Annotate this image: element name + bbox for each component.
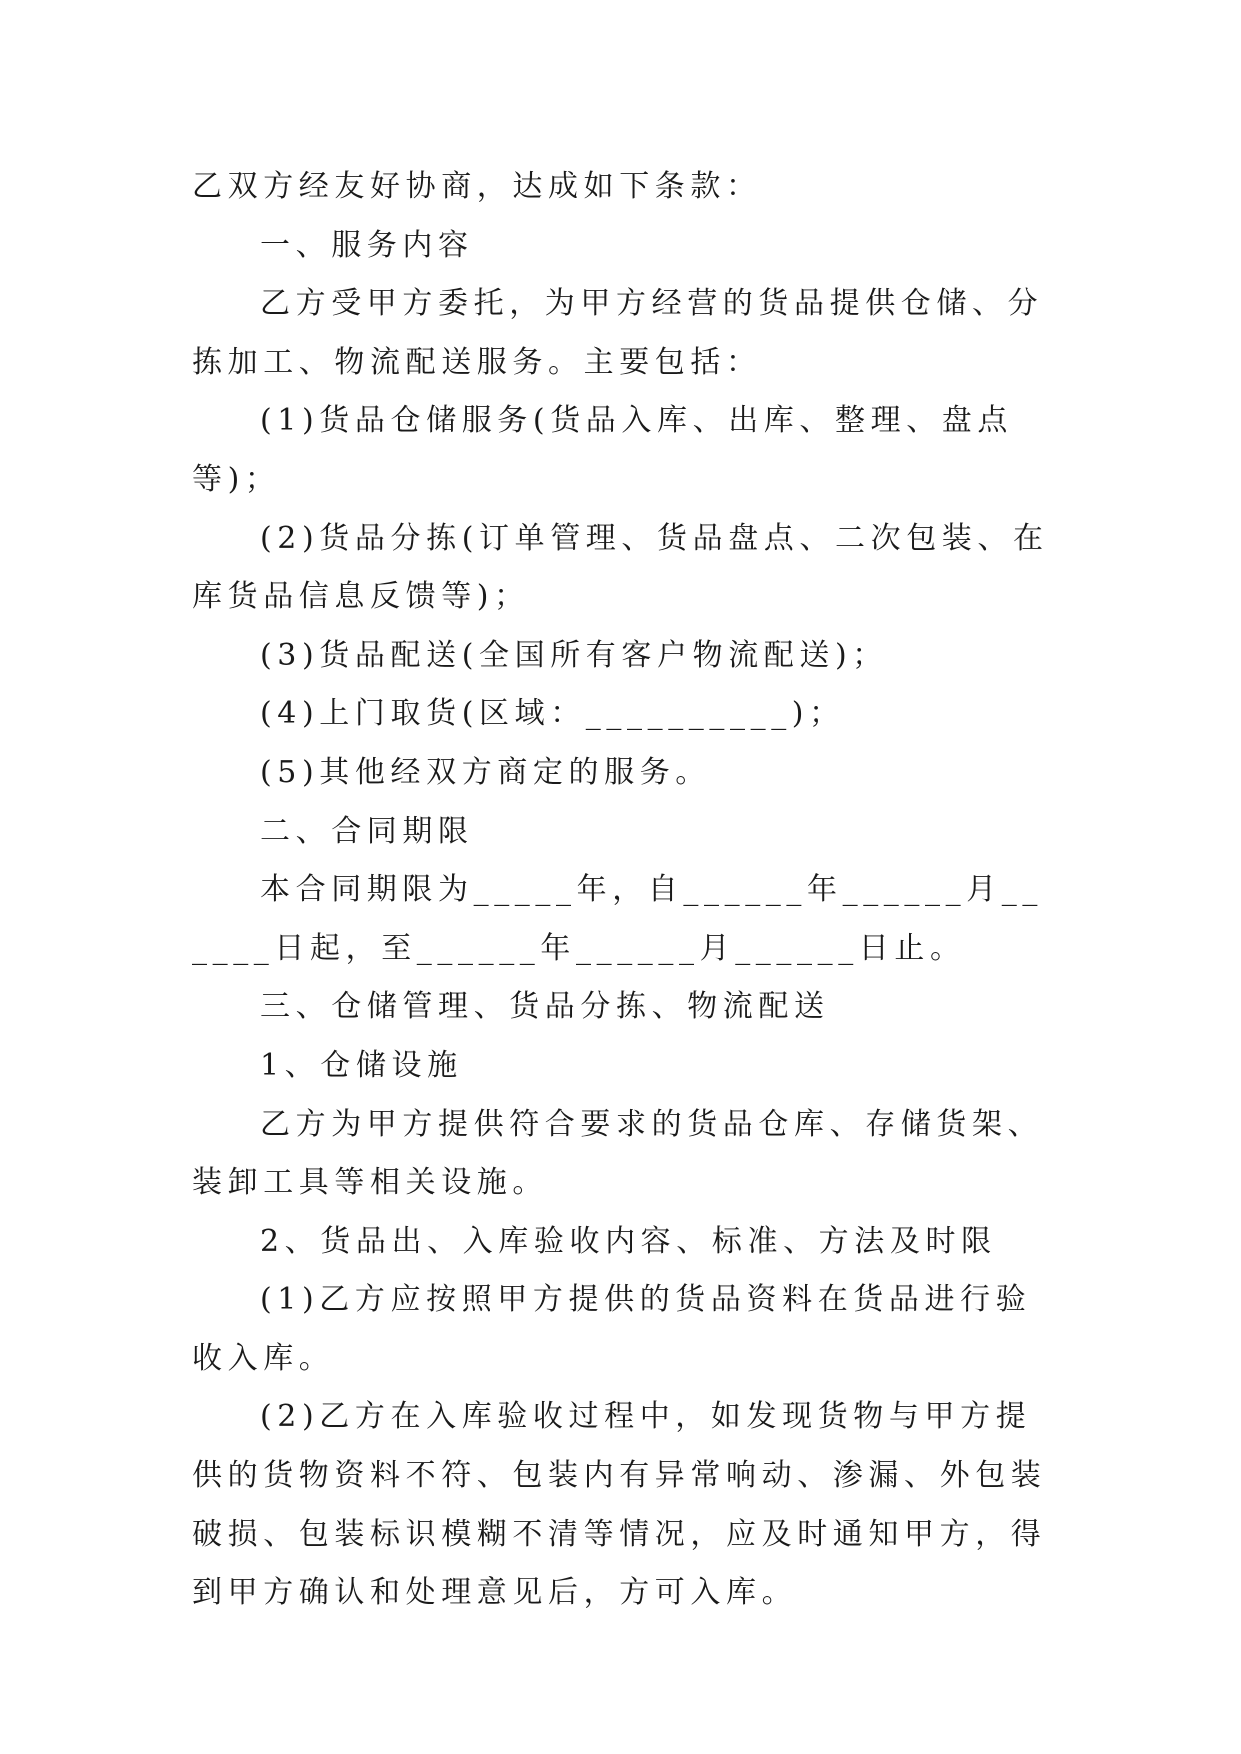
heading-service-content: 一、服务内容 <box>260 227 474 263</box>
list-item-inspection-1: (1)乙方应按照甲方提供的货品资料在货品进行验收入库。 <box>192 1282 1032 1376</box>
list-item-inspection-2: (2)乙方在入库验收过程中，如发现货物与甲方提供的货物资料不符、包装内有异常响动、渗漏、外包装破损、包装标识模糊不清等情况，应及时通知甲方，得到甲方确认和处理意见后，方可入库。 <box>192 1399 1047 1611</box>
list-item-delivery: (3)货品配送(全国所有客户物流配送)； <box>260 637 888 673</box>
heading-contract-term: 二、合同期限 <box>260 813 474 849</box>
document-body <box>192 158 1056 1623</box>
list-item-storage: (1)货品仓储服务(货品入库、出库、整理、盘点等)； <box>192 403 1013 497</box>
list-item-sorting: (2)货品分拣(订单管理、货品盘点、二次包装、在库货品信息反馈等)； <box>192 520 1049 615</box>
list-item-pickup: (4)上门取货(区域：__________)； <box>260 696 845 732</box>
paragraph-contract-term: 本合同期限为_____年，自______年______月______日起，至______年______月______日止。 <box>192 872 1043 966</box>
subheading-inspection: 2、货品出、入库验收内容、标准、方法及时限 <box>260 1223 997 1259</box>
heading-warehouse-management: 三、仓储管理、货品分拣、物流配送 <box>260 989 830 1025</box>
subheading-storage-facilities: 1、仓储设施 <box>260 1047 463 1083</box>
paragraph-storage-facilities: 乙方为甲方提供符合要求的货品仓库、存储货架、装卸工具等相关设施。 <box>192 1106 1044 1201</box>
paragraph-service-scope: 乙方受甲方委托，为甲方经营的货品提供仓储、分拣加工、物流配送服务。主要包括： <box>192 286 1044 380</box>
list-item-other: (5)其他经双方商定的服务。 <box>260 754 711 790</box>
paragraph-intro: 乙双方经友好协商，达成如下条款： <box>192 169 762 204</box>
